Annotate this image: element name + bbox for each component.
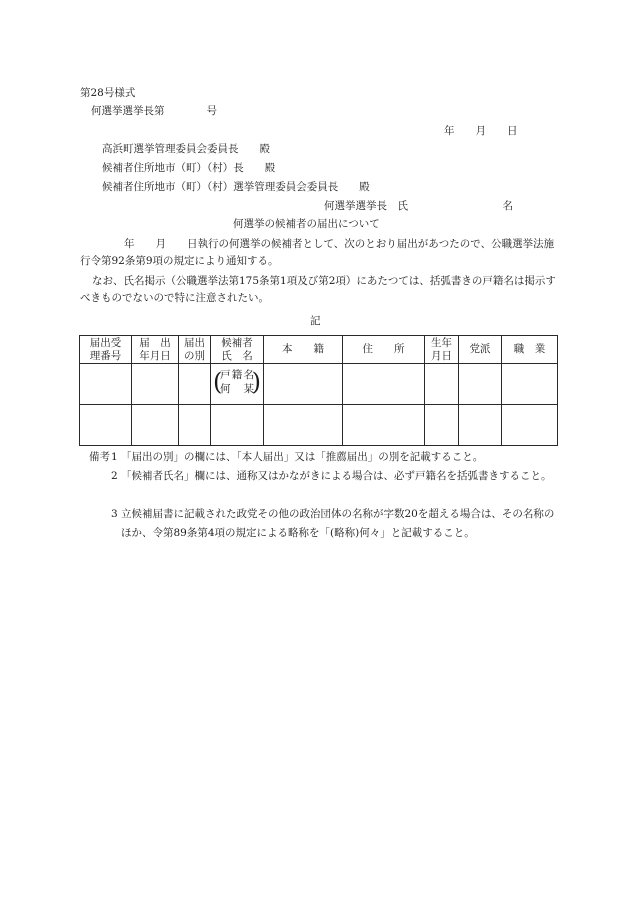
header-party: 党派 — [459, 336, 502, 364]
header-domicile: 本 籍 — [264, 336, 343, 364]
header-candidate-name: 候補者 氏 名 — [211, 336, 264, 364]
note-2 — [111, 467, 561, 486]
note-3 — [111, 505, 561, 543]
table-cell — [502, 405, 558, 446]
header-address: 住 所 — [343, 336, 425, 364]
sample-name: ( 戸 籍 名 何 某 ) — [213, 368, 261, 396]
table-cell — [343, 405, 425, 446]
table-cell — [459, 364, 502, 405]
date-line: 年 月 日 — [444, 125, 518, 137]
note-number: 3 — [111, 508, 118, 520]
table-cell — [80, 405, 132, 446]
table-cell — [425, 364, 459, 405]
header-occupation: 職 業 — [502, 336, 558, 364]
table-cell — [425, 405, 459, 446]
form-number: 第28号様式 — [80, 87, 136, 99]
header-filing-type: 届出 の別 — [179, 336, 211, 364]
table-cell — [80, 364, 132, 405]
candidate-table — [79, 335, 558, 446]
table-header-row — [80, 336, 558, 364]
table-cell — [502, 364, 558, 405]
table-cell — [179, 405, 211, 446]
sender: 何選挙選挙長 氏 名 — [324, 200, 513, 212]
subject: 何選挙の候補者の届出について — [233, 218, 380, 230]
table-cell — [132, 405, 179, 446]
addressee-2: 候補者住所地市（町）（村）長 殿 — [102, 162, 276, 174]
sample-name-cell — [211, 364, 264, 405]
addressee-3: 候補者住所地市（町）（村）選挙管理委員会委員長 殿 — [102, 181, 370, 193]
table-cell — [264, 405, 343, 446]
table-row — [80, 364, 558, 405]
note-text: 「候補者氏名」欄には、通称又はかながきによる場合は、必ず戸籍名を括弧書きすること。 — [121, 470, 552, 482]
header-receipt-number: 届出受 理番号 — [80, 336, 132, 364]
body-paragraph-2: なお、氏名掲示（公職選挙法第175条第1項及び第2項）にあたつては、括弧書きの戸籍名は掲示すべきものでないので特に注意されたい。 — [80, 275, 556, 304]
table-cell — [132, 364, 179, 405]
table-cell — [459, 405, 502, 446]
table-cell — [264, 364, 343, 405]
note-1 — [111, 448, 561, 467]
note-number: 2 — [111, 470, 118, 482]
note-text: 立候補届書に記載された政党その他の政治団体の名称が字数20を超える場合は、その名称のほか、令第89条第4項の規定による略称を「(略称)何々」と記載すること。 — [121, 508, 555, 539]
header-filing-date: 届 出 年月日 — [132, 336, 179, 364]
note-number: 1 — [111, 451, 118, 463]
notes-label: 備考 — [89, 451, 110, 463]
addressee-1: 高浜町選挙管理委員会委員長 殿 — [102, 143, 270, 155]
ki-mark: 記 — [310, 315, 321, 327]
table-row — [80, 405, 558, 446]
document-number: 何選挙選挙長第 号 — [91, 105, 217, 117]
table-cell — [179, 364, 211, 405]
note-text: 「届出の別」の欄には、「本人届出」又は「推薦届出」の別を記載すること。 — [121, 451, 484, 463]
table-cell — [343, 364, 425, 405]
table-cell — [211, 405, 264, 446]
header-birthdate: 生年 月日 — [425, 336, 459, 364]
body-paragraph-1: 年 月 日執行の何選挙の候補者として、次のとおり届出があつたので、公職選挙法施行令第92条第9項の規定により通知する。 — [80, 238, 555, 267]
